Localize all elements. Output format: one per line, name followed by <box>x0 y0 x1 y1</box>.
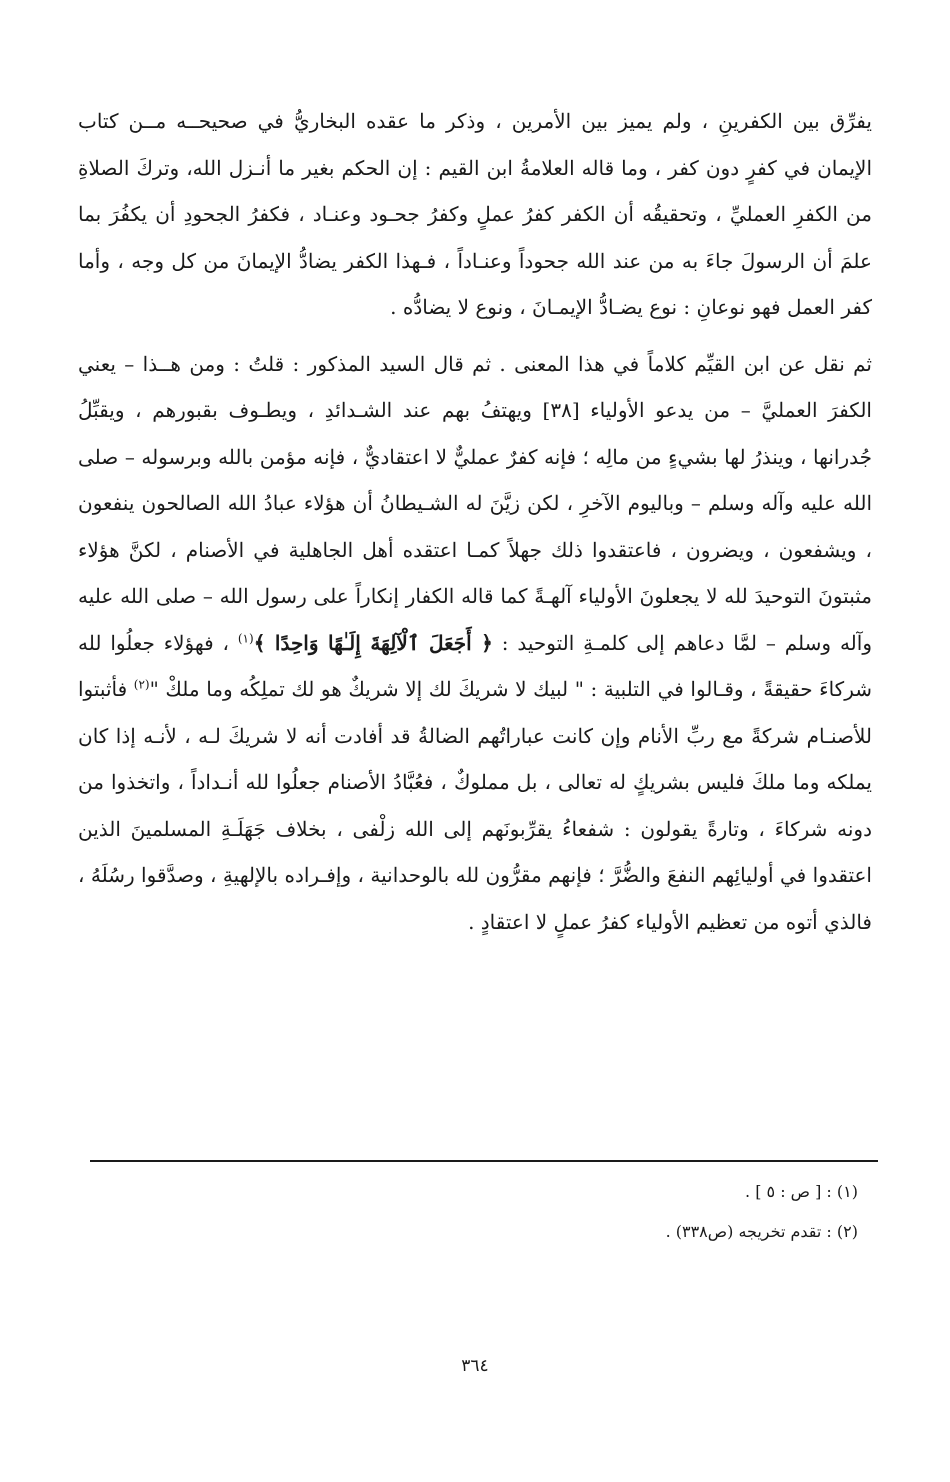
footnotes <box>90 1172 858 1252</box>
main-text <box>78 98 872 945</box>
footnote-marker-1[interactable]: (١) <box>237 630 254 645</box>
quran-verse: ﴿ أَجَعَلَ ٱلْآلِهَةَ إِلَـٰهًا وَاحِدًا ﴾ <box>253 630 493 655</box>
paragraph-2-text-middle: ، فهؤلاء جعلُوا لله شركاءَ حقيقةً ، وقـالوا في التلبية : " لبيك لا شريكَ لك إلا شريكٌ هو لك تملِكُه وما ملكْ " <box>78 630 872 701</box>
paragraph-2-text-start: ثم نقل عن ابن القيِّم كلاماً في هذا المعنى . ثم قال السيد المذكور : قلتُ : ومن هــذا – يعني الكفرَ العمليَّ – من يدعو الأولياء [٣٨] ويهتفُ بهم عند الشـدائدِ ، ويطـوف بقبورهم ، ويقبِّلُ جُدرانها ، وينذرُ لها بشيءٍ من مالِه ؛ فإنه كفرٌ عمليٌّ لا اعتقاديٌّ ، فإنه مؤمن بالله وبرسوله – صلى الله عليه وآله وسلم – وباليوم الآخرِ ، لكن زيَّنَ له الشـيطانُ أن هؤلاء عبادُ الله الصالحون ينفعون ، ويشفعون ، ويضرون ، فاعتقدوا ذلك جهلاً كمـا اعتقده أهل الجاهلية في الأصنام ، لكنَّ هؤلاء مثبتونَ التوحيدَ لله لا يجعلونَ الأولياء آلهـةً كما قاله الكفار إنكاراً على رسول الله – صلى الله عليه وآله وسلم – لمَّا دعاهم إلى كلمـةِ التوحيد : <box>78 351 872 655</box>
paragraph-2 <box>78 341 872 946</box>
footnote-1: (١) : [ ص : ٥ ] . <box>745 1182 858 1201</box>
page-number: ٣٦٤ <box>461 1356 489 1376</box>
paragraph-1 <box>78 98 872 331</box>
paragraph-1-text: يفرِّق بين الكفرينِ ، ولم يميز بين الأمرين ، وذكر ما عقده البخاريُّ في صحيحــه مــن كتاب الإيمان في كفرٍ دون كفر ، وما قاله العلامةُ ابن القيم : إن الحكم بغير ما أنـزل الله، وتركَ الصلاةِ من الكفرِ العمليِّ ، وتحقيقُه أن الكفر كفرُ عملٍ وكفرُ جحـود وعنـاد ، فكفرُ الجحودِ أن يكفُرَ بما علمَ أن الرسولَ جاءَ به من عند الله جحوداً وعنـاداً ، فـهذا الكفر يضادُّ الإيمانَ من كل وجه ، وأما كفر العمل فهو نوعانِ : نوع يضـادُّ الإيمـانَ ، ونوع لا يضادُّه . <box>78 109 872 319</box>
footnote-marker-2[interactable]: (٢) <box>133 677 150 692</box>
footnote-2: (٢) : تقدم تخريجه (ص٣٣٨) . <box>665 1222 858 1241</box>
footnote-divider <box>90 1160 878 1162</box>
paragraph-2-text-end: فأثبتوا للأصنـام شركةً مع ربِّ الأنام وإن كانت عباراتُهم الضالةُ قد أفادت أنه لا شريكَ لـه ، لأنـه إذا كان يملكه وما ملكَ فليس بشريكٍ له تعالى ، بل مملوكٌ ، فعُبَّادُ الأصنام جعلُوا لله أنـداداً ، واتخذوا من دونه شركاءَ ، وتارةً يقولون : شفعاءُ يقرِّبونَهم إلى الله زلْفى ، بخلاف جَهَلَـةِ المسلمينَ الذين اعتقدوا في أوليائِهم النفعَ والضُّرَّ ؛ فإنهم مقرُّون لله بالوحدانية ، وإفـراده بالإلهيةِ ، وصدَّقوا رسُلَهُ ، فالذي أتوه من تعظيم الأولياء كفرُ عملٍ لا اعتقادٍ . <box>78 677 872 934</box>
